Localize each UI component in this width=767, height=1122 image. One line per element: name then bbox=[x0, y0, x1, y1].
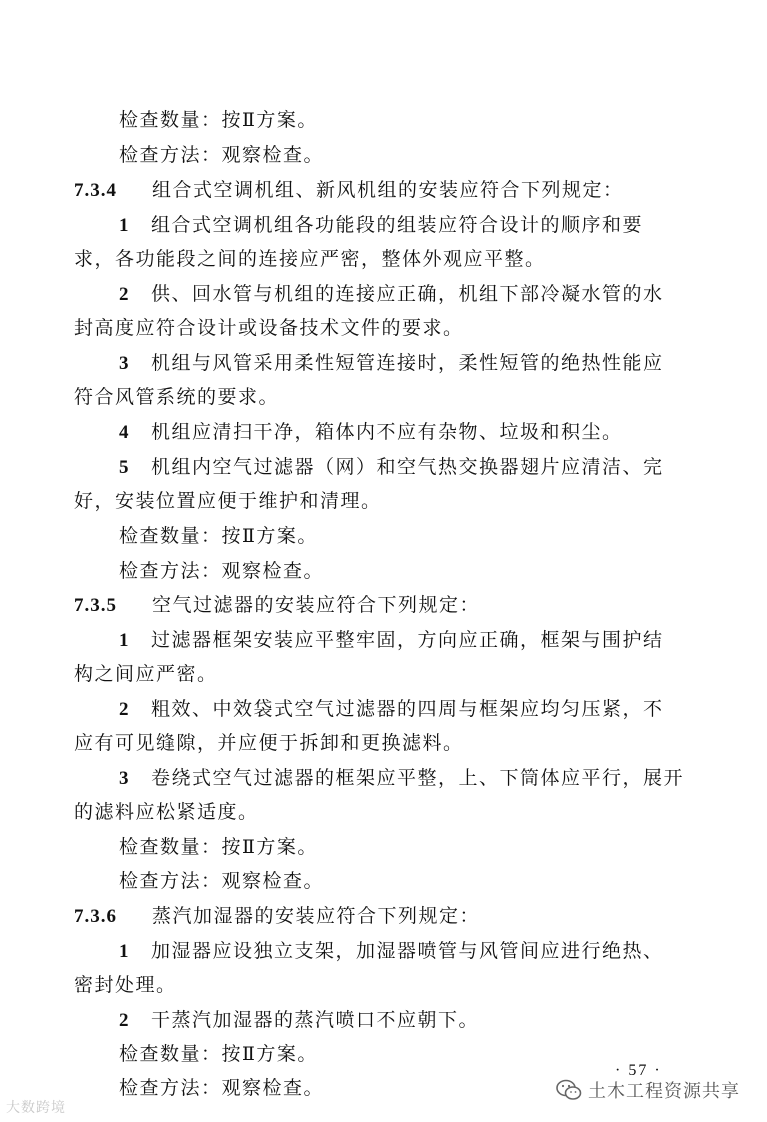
clause-number: 7.3.4 bbox=[74, 180, 117, 201]
item-number: 1 bbox=[119, 941, 129, 962]
clause-heading-7-3-5 bbox=[74, 593, 480, 618]
item-number: 2 bbox=[119, 1010, 129, 1031]
item-number: 1 bbox=[119, 215, 129, 236]
watermark-left bbox=[6, 1097, 66, 1117]
inspection-quantity-line bbox=[119, 1042, 318, 1066]
list-item bbox=[119, 213, 643, 238]
list-item-continuation bbox=[74, 247, 546, 271]
list-item-continuation bbox=[74, 385, 279, 409]
watermark-right bbox=[556, 1077, 740, 1103]
inspection-method-line bbox=[119, 143, 324, 167]
line-text: 的滤料应松紧适度。 bbox=[74, 801, 259, 823]
line-text: 检查方法：观察检查。 bbox=[119, 870, 325, 892]
list-item-continuation bbox=[74, 662, 218, 686]
line-text: 供、回水管与机组的连接应正确，机组下部冷凝水管的水 bbox=[151, 283, 664, 305]
line-text: 组合式空调机组各功能段的组装应符合设计的顺序和要 bbox=[151, 214, 644, 236]
inspection-method-line bbox=[119, 869, 324, 893]
clause-title: 空气过滤器的安装应符合下列规定： bbox=[152, 594, 481, 616]
line-text: 机组与风管采用柔性短管连接时，柔性短管的绝热性能应 bbox=[151, 352, 664, 374]
list-item-continuation bbox=[74, 731, 464, 755]
item-number: 4 bbox=[119, 422, 129, 443]
line-text: 过滤器框架安装应平整牢固，方向应正确，框架与围护结 bbox=[151, 629, 664, 651]
list-item bbox=[119, 628, 664, 653]
list-item bbox=[119, 351, 664, 376]
line-text: 加湿器应设独立支架，加湿器喷管与风管间应进行绝热、 bbox=[151, 940, 664, 962]
list-item bbox=[119, 455, 664, 480]
item-number: 2 bbox=[119, 284, 129, 305]
list-item-continuation bbox=[74, 316, 464, 340]
line-text: 机组内空气过滤器（网）和空气热交换器翅片应清洁、完 bbox=[151, 456, 664, 478]
line-text: 机组应清扫干净，箱体内不应有杂物、垃圾和积尘。 bbox=[151, 421, 623, 443]
wechat-icon bbox=[556, 1079, 582, 1101]
item-number: 5 bbox=[119, 457, 129, 478]
page-number: · 57 · bbox=[615, 1062, 662, 1079]
clause-number: 7.3.6 bbox=[74, 906, 117, 927]
inspection-quantity-line bbox=[119, 524, 318, 548]
line-text: 粗效、中效袋式空气过滤器的四周与框架应均匀压紧，不 bbox=[151, 698, 664, 720]
inspection-quantity-line bbox=[119, 108, 318, 132]
item-number: 3 bbox=[119, 768, 129, 789]
line-text: 检查方法：观察检查。 bbox=[119, 560, 325, 582]
clause-number: 7.3.5 bbox=[74, 595, 117, 616]
clause-heading-7-3-4 bbox=[74, 178, 624, 203]
list-item bbox=[119, 939, 664, 964]
line-text: 干蒸汽加湿器的蒸汽喷口不应朝下。 bbox=[151, 1009, 480, 1031]
line-text: 封高度应符合设计或设备技术文件的要求。 bbox=[74, 317, 464, 339]
line-text: 检查数量：按Ⅱ方案。 bbox=[119, 836, 318, 858]
list-item bbox=[119, 282, 664, 307]
line-text: 构之间应严密。 bbox=[74, 663, 218, 685]
item-number: 1 bbox=[119, 630, 129, 651]
line-text: 检查数量：按Ⅱ方案。 bbox=[119, 109, 318, 131]
clause-title: 蒸汽加湿器的安装应符合下列规定： bbox=[152, 905, 481, 927]
item-number: 3 bbox=[119, 353, 129, 374]
inspection-method-line bbox=[119, 1076, 324, 1100]
inspection-quantity-line bbox=[119, 835, 318, 859]
clause-heading-7-3-6 bbox=[74, 904, 480, 929]
watermark-right-text: 土木工程资源共享 bbox=[588, 1081, 740, 1102]
line-text: 检查数量：按Ⅱ方案。 bbox=[119, 1043, 318, 1065]
line-text: 密封处理。 bbox=[74, 974, 177, 996]
watermark-left-text: 大数跨境 bbox=[6, 1100, 66, 1116]
line-text: 检查方法：观察检查。 bbox=[119, 1077, 325, 1099]
line-text: 求，各功能段之间的连接应严密，整体外观应平整。 bbox=[74, 248, 546, 270]
clause-title: 组合式空调机组、新风机组的安装应符合下列规定： bbox=[152, 179, 624, 201]
list-item-continuation bbox=[74, 800, 259, 824]
list-item bbox=[119, 766, 684, 791]
list-item bbox=[119, 697, 664, 722]
line-text: 应有可见缝隙，并应便于拆卸和更换滤料。 bbox=[74, 732, 464, 754]
line-text: 卷绕式空气过滤器的框架应平整，上、下筒体应平行，展开 bbox=[151, 767, 685, 789]
inspection-method-line bbox=[119, 559, 324, 583]
item-number: 2 bbox=[119, 699, 129, 720]
line-text: 符合风管系统的要求。 bbox=[74, 386, 280, 408]
list-item-continuation bbox=[74, 973, 177, 997]
list-item bbox=[119, 420, 623, 445]
list-item bbox=[119, 1008, 479, 1033]
line-text: 检查方法：观察检查。 bbox=[119, 144, 325, 166]
line-text: 检查数量：按Ⅱ方案。 bbox=[119, 525, 318, 547]
line-text: 好，安装位置应便于维护和清理。 bbox=[74, 490, 382, 512]
list-item-continuation bbox=[74, 489, 382, 513]
